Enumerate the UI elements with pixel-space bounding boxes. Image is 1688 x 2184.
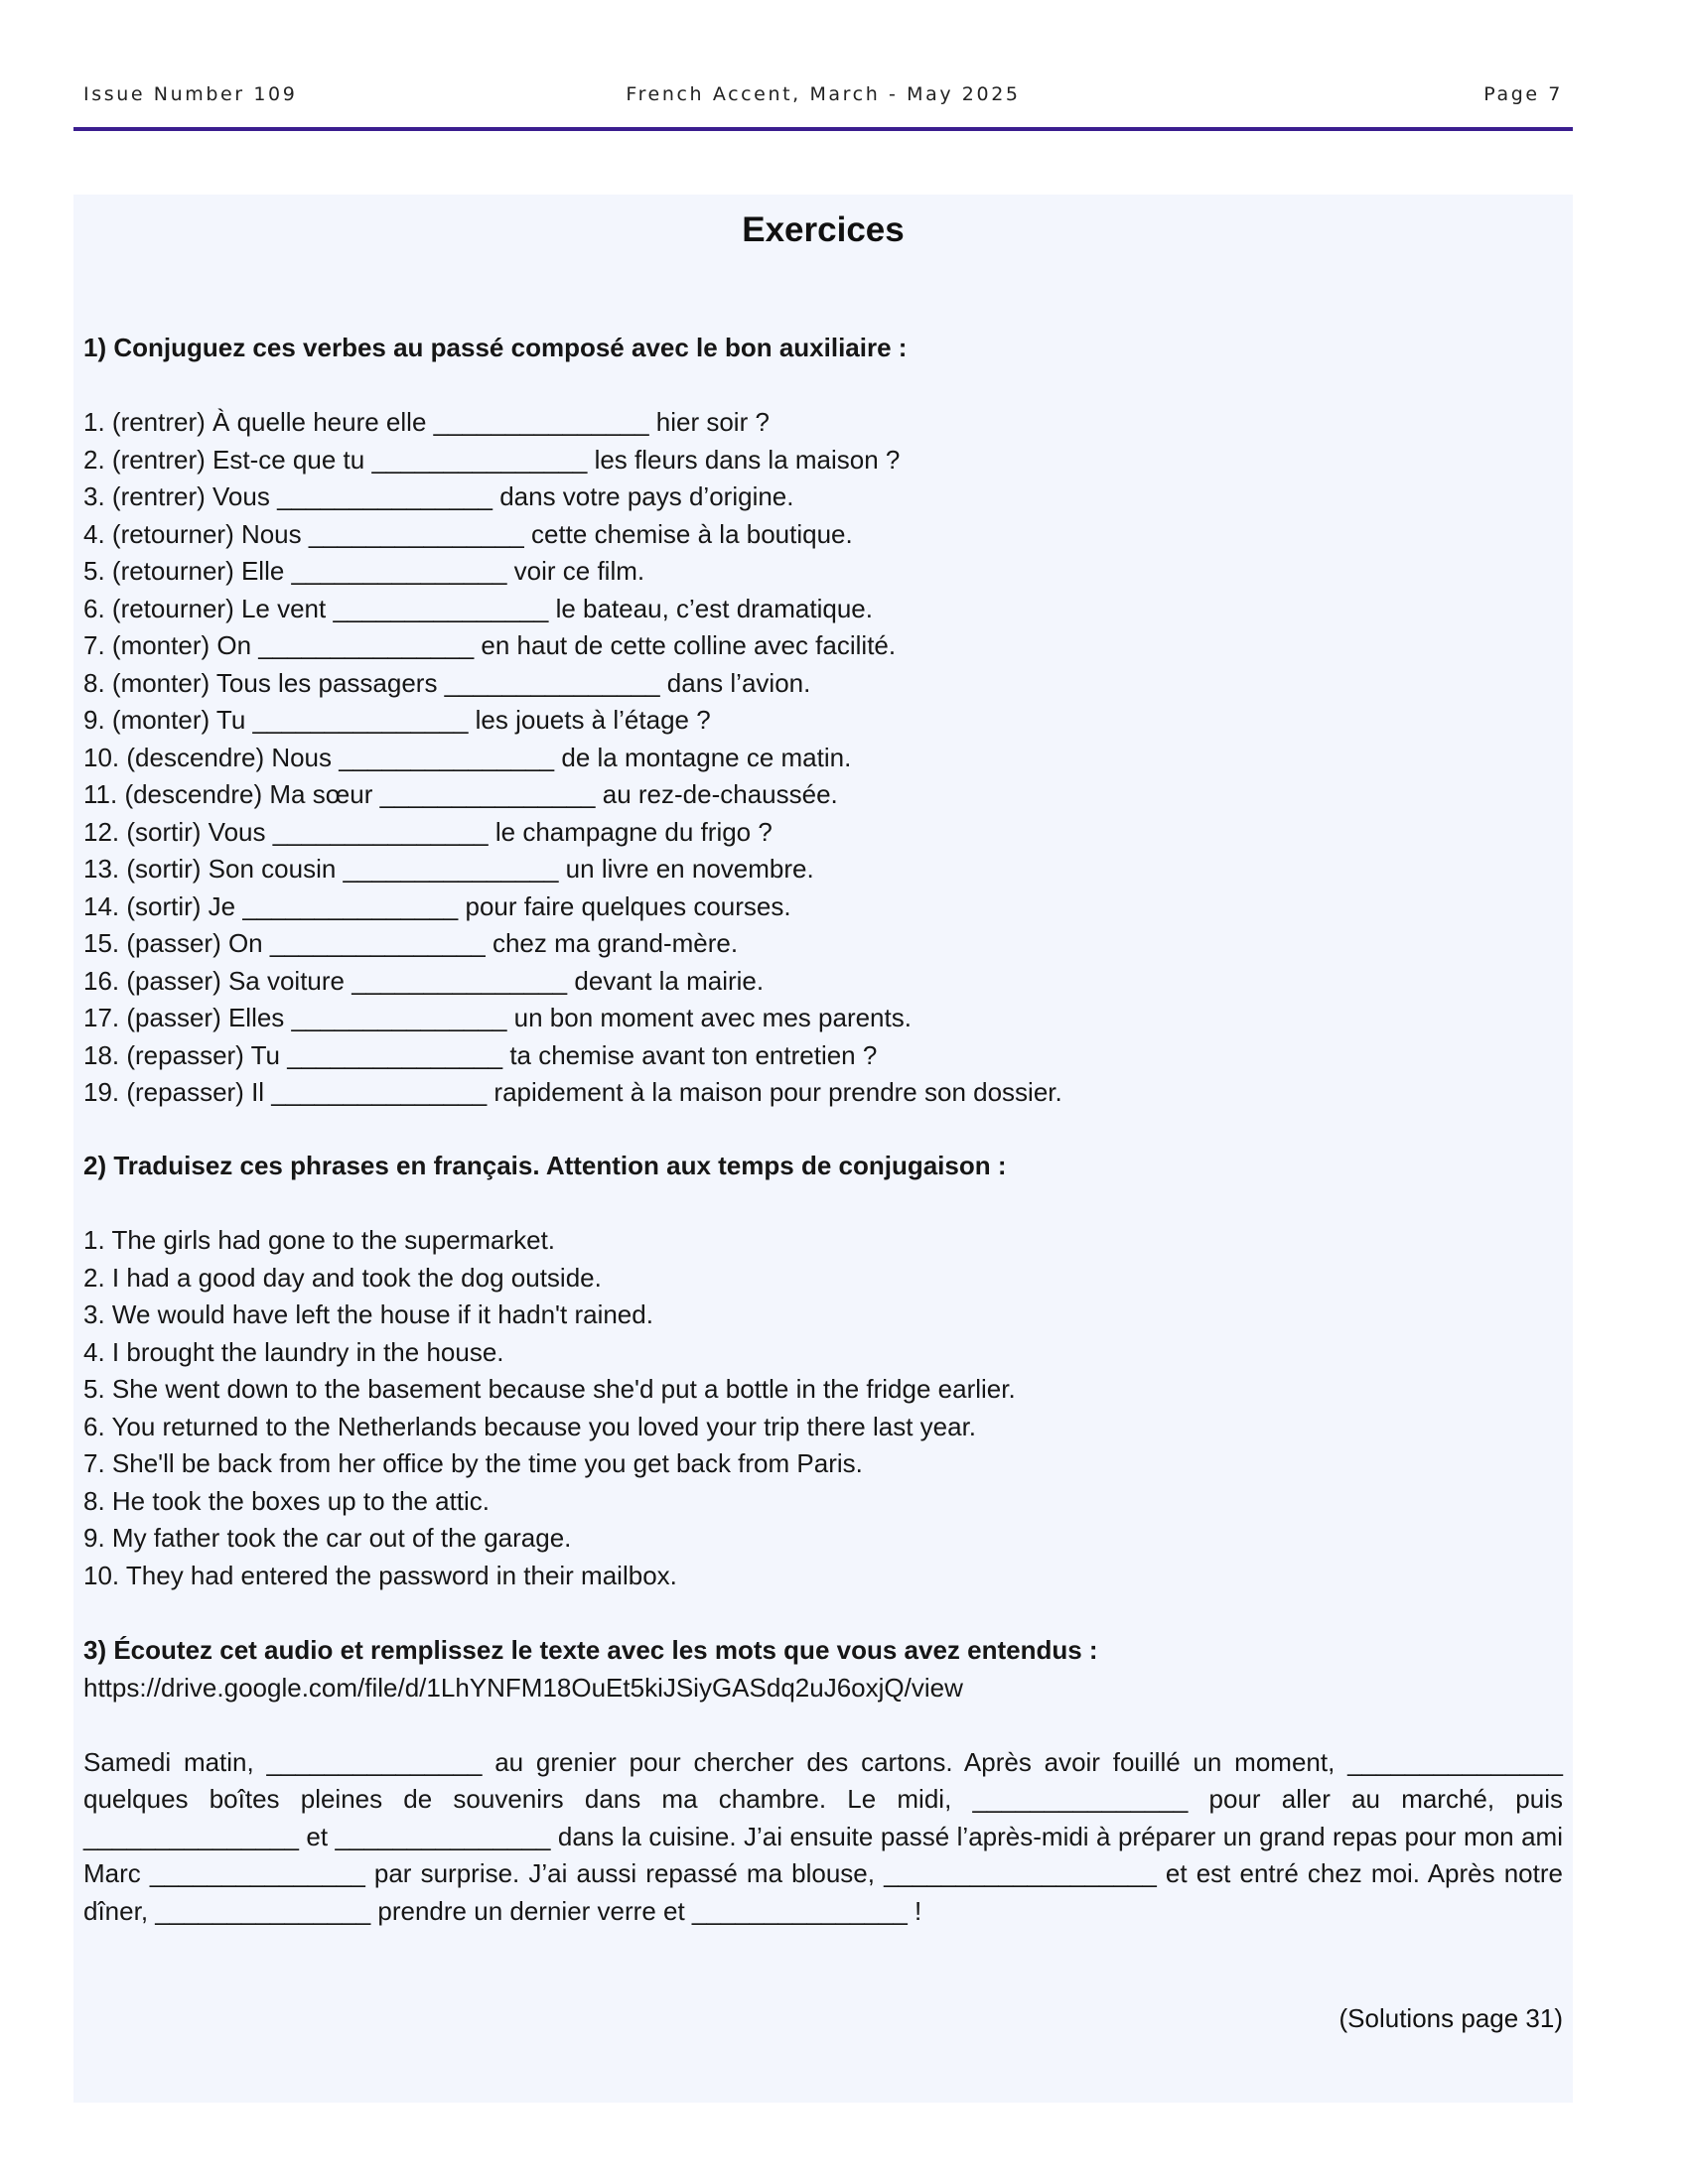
page-number: Page 7 xyxy=(1483,83,1563,105)
list-item: 10. (descendre) Nous _______________ de la montagne ce matin. xyxy=(83,742,852,772)
list-item: 2. I had a good day and took the dog outside. xyxy=(83,1262,602,1293)
list-item: 16. (passer) Sa voiture _______________ devant la mairie. xyxy=(83,965,765,996)
exercise-panel xyxy=(73,195,1573,2103)
list-item: 1. The girls had gone to the supermarket. xyxy=(83,1225,556,1255)
list-item: 7. (monter) On _______________ en haut de cette colline avec facilité. xyxy=(83,630,897,660)
list-item: 12. (sortir) Vous _______________ le champagne du frigo ? xyxy=(83,816,773,847)
list-item: 3. We would have left the house if it hadn't rained. xyxy=(83,1299,653,1329)
list-item: 9. (monter) Tu _______________ les jouets à l’étage ? xyxy=(83,705,711,735)
list-item: 2. (rentrer) Est-ce que tu _______________ les fleurs dans la maison ? xyxy=(83,444,901,475)
list-item: 6. You returned to the Netherlands because you loved your trip there last year. xyxy=(83,1411,977,1441)
list-item: 8. (monter) Tous les passagers _______________ dans l’avion. xyxy=(83,667,811,698)
section-2 xyxy=(83,1148,1563,1594)
page-title: Exercices xyxy=(742,210,905,249)
section-3-heading: 3) Écoutez cet audio et remplissez le texte avec les mots que vous avez entendus : xyxy=(83,1635,1098,1665)
list-item: 3. (rentrer) Vous _______________ dans votre pays d’origine. xyxy=(83,481,794,511)
list-item: 18. (repasser) Tu _______________ ta chemise avant ton entretien ? xyxy=(83,1039,878,1070)
list-item: 7. She'll be back from her office by the time you get back from Paris. xyxy=(83,1448,863,1478)
list-item: 15. (passer) On _______________ chez ma grand-mère. xyxy=(83,928,739,958)
list-item: 1. (rentrer) À quelle heure elle _______________ hier soir ? xyxy=(83,407,770,437)
section-2-heading: 2) Traduisez ces phrases en français. Attention aux temps de conjugaison : xyxy=(83,1151,1007,1180)
issue-number: Issue Number 109 xyxy=(83,83,298,105)
publication-title: French Accent, March - May 2025 xyxy=(626,83,1021,105)
list-item: 9. My father took the car out of the garage. xyxy=(83,1523,572,1553)
list-item: 19. (repasser) Il _______________ rapidement à la maison pour prendre son dossier. xyxy=(83,1077,1062,1107)
list-item: 10. They had entered the password in their mailbox. xyxy=(83,1560,677,1590)
list-item: 13. (sortir) Son cousin _______________ un livre en novembre. xyxy=(83,854,814,884)
fill-in-paragraph: Samedi matin, _______________ au grenier pour chercher des cartons. Après avoir fouillé un moment, _______________ quelques boîtes pleines de souvenirs dans ma chambre. Le midi, _______________ pour aller au marché, puis _______________ et _______________ dans la cuisine. J’ai ensuite passé l’après-midi à préparer un grand repas pour mon ami Marc _______________ par surprise. J’ai aussi repassé ma blouse, ___________________ et est entré chez moi. Après notre dîner, _______________ prendre un dernier verre et _______________ ! xyxy=(83,1746,1563,1926)
section-3 xyxy=(83,1632,1563,1930)
header-divider xyxy=(73,127,1573,131)
audio-link[interactable]: https://drive.google.com/file/d/1LhYNFM18OuEt5kiJSiyGASdq2uJ6oxjQ/view xyxy=(83,1672,963,1703)
list-item: 14. (sortir) Je _______________ pour faire quelques courses. xyxy=(83,890,791,921)
list-item: 6. (retourner) Le vent _______________ le bateau, c’est dramatique. xyxy=(83,593,873,623)
list-item: 17. (passer) Elles _______________ un bon moment avec mes parents. xyxy=(83,1003,912,1032)
list-item: 8. He took the boxes up to the attic. xyxy=(83,1485,491,1516)
section-1 xyxy=(83,330,1563,1112)
list-item: 5. (retourner) Elle _______________ voir ce film. xyxy=(83,556,645,586)
list-item: 4. I brought the laundry in the house. xyxy=(83,1336,504,1367)
solutions-reference: (Solutions page 31) xyxy=(1338,2003,1563,2033)
running-header xyxy=(73,83,1573,113)
list-item: 11. (descendre) Ma sœur _______________ au rez-de-chaussée. xyxy=(83,779,838,809)
list-item: 4. (retourner) Nous _______________ cette chemise à la boutique. xyxy=(83,518,853,549)
section-1-heading: 1) Conjuguez ces verbes au passé composé avec le bon auxiliaire : xyxy=(83,333,908,362)
list-item: 5. She went down to the basement because she'd put a bottle in the fridge earlier. xyxy=(83,1374,1016,1404)
